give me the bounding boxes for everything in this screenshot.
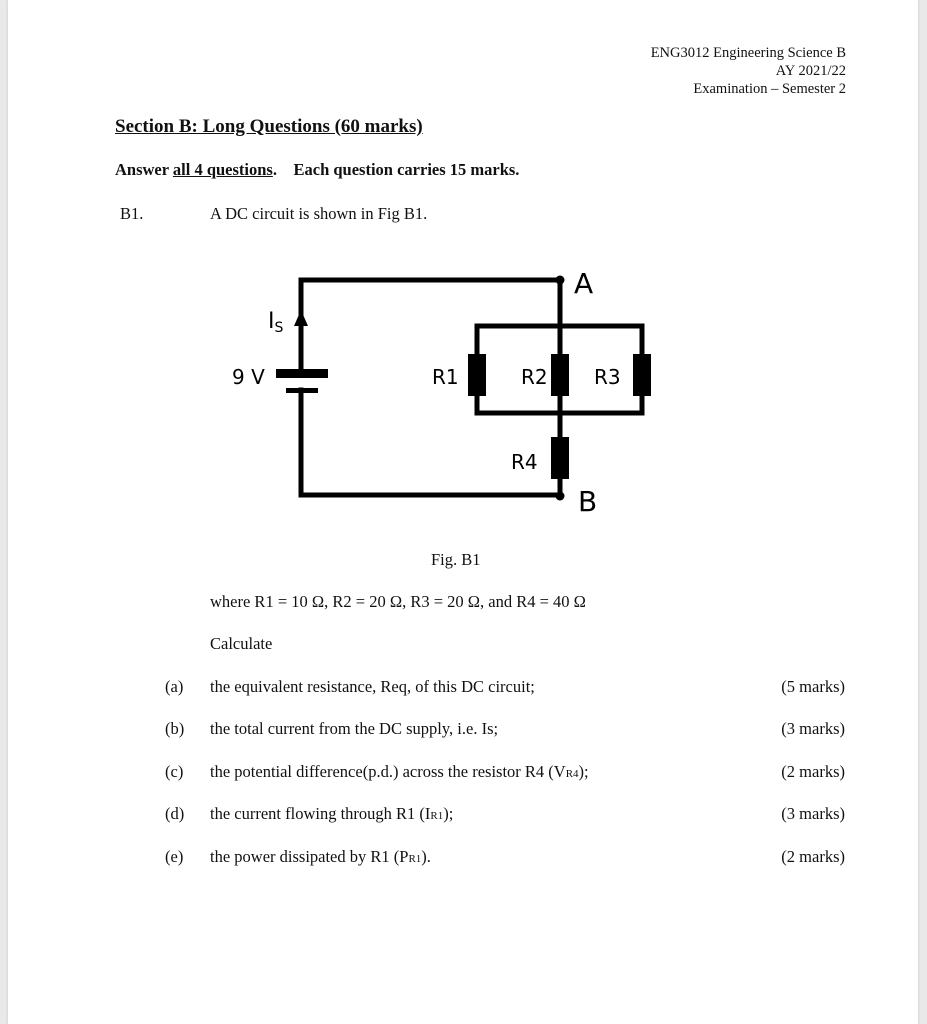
r3-label: R3 xyxy=(594,365,621,389)
part-label: (a) xyxy=(165,677,184,696)
part-text: the current flowing through R1 (I xyxy=(210,804,431,823)
exam-label: Examination – Semester 2 xyxy=(693,81,846,97)
part-text-after: ); xyxy=(578,762,589,781)
part-text-after: ); xyxy=(443,804,454,823)
section-title: Section B: Long Questions (60 marks) xyxy=(115,116,423,137)
node-a-label: A xyxy=(574,267,594,300)
part-label: (b) xyxy=(165,719,185,738)
circuit-diagram xyxy=(8,0,918,540)
exam-page xyxy=(8,0,918,1024)
part-marks: (2 marks) xyxy=(781,847,845,866)
current-label-sub: S xyxy=(274,320,284,336)
r2-label: R2 xyxy=(521,365,548,389)
calculate-label: Calculate xyxy=(210,634,273,653)
part-text-wrap xyxy=(210,847,431,867)
part-text: the potential difference(p.d.) across the resistor R4 (V xyxy=(210,762,566,781)
r4-label: R4 xyxy=(511,450,538,474)
node-b-label: B xyxy=(578,485,598,518)
part-marks: (5 marks) xyxy=(781,677,845,696)
part-label: (e) xyxy=(165,847,184,866)
part-label: (d) xyxy=(165,804,185,823)
question-text: A DC circuit is shown in Fig B1. xyxy=(210,204,428,223)
resistor-r2 xyxy=(551,354,569,396)
course-title: ENG3012 Engineering Science B xyxy=(650,45,846,61)
part-subscript: R1 xyxy=(408,853,422,865)
part-text: the equivalent resistance, Req, of this DC circuit; xyxy=(210,677,535,696)
instructions-suffix: . Each question carries 15 marks. xyxy=(272,160,520,179)
question-number: B1. xyxy=(120,204,144,223)
part-c xyxy=(8,762,918,786)
current-arrow-icon xyxy=(294,310,308,326)
part-subscript: R1 xyxy=(430,810,444,822)
part-d xyxy=(8,804,918,828)
part-label: (c) xyxy=(165,762,184,781)
battery-long-plate xyxy=(276,369,328,378)
academic-year: AY 2021/22 xyxy=(775,63,846,79)
resistor-r3 xyxy=(633,354,651,396)
battery-short-plate xyxy=(286,388,318,393)
part-e xyxy=(8,847,918,871)
node-b-dot xyxy=(556,492,565,501)
source-label: 9 V xyxy=(232,365,265,389)
figure-caption: Fig. B1 xyxy=(431,550,481,569)
part-text-wrap xyxy=(210,762,589,782)
part-a xyxy=(8,677,918,701)
part-text-after: ). xyxy=(421,847,431,866)
resistor-r4 xyxy=(551,437,569,479)
instructions-underlined: all 4 questions xyxy=(172,160,273,179)
instructions-prefix: Answer xyxy=(115,160,173,179)
r1-label: R1 xyxy=(432,365,459,389)
part-marks: (3 marks) xyxy=(781,804,845,823)
current-label-main: I xyxy=(268,309,275,334)
part-text: the power dissipated by R1 (P xyxy=(210,847,409,866)
part-marks: (3 marks) xyxy=(781,719,845,738)
part-text: the total current from the DC supply, i.e. Is; xyxy=(210,719,499,738)
node-a-dot xyxy=(556,276,565,285)
resistor-values: where R1 = 10 Ω, R2 = 20 Ω, R3 = 20 Ω, and R4 = 40 Ω xyxy=(210,592,586,611)
part-b xyxy=(8,719,918,743)
wire-bottom xyxy=(301,390,560,495)
part-text-wrap xyxy=(210,804,453,824)
part-subscript: R4 xyxy=(565,768,579,780)
current-label xyxy=(268,309,284,336)
part-marks: (2 marks) xyxy=(781,762,845,781)
resistor-r1 xyxy=(468,354,486,396)
